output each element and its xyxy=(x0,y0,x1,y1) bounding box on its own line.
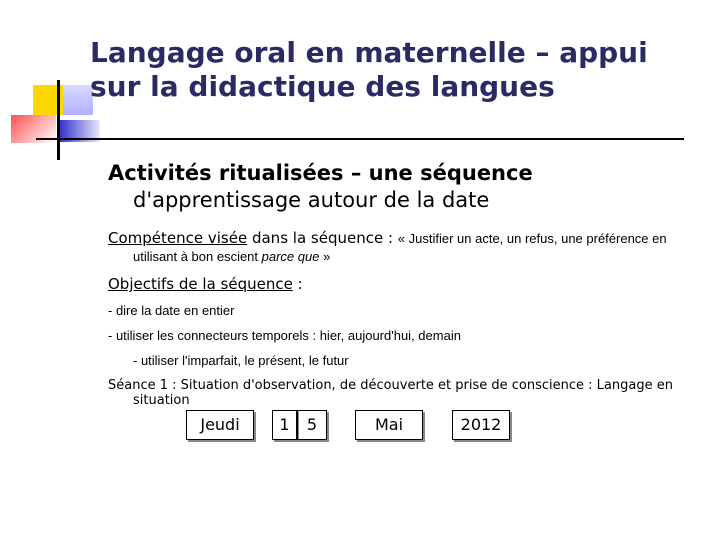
date-cell-month: Mai xyxy=(355,410,423,440)
decor-blue-square xyxy=(63,85,93,115)
objectifs-label: Objectifs de la séquence xyxy=(108,275,293,293)
competence-text-2-emphasis: parce que xyxy=(261,249,320,264)
seance-line-1: Séance 1 : Situation d'observation, de découverte et prise de conscience : Langage en xyxy=(108,378,673,393)
date-cell-day: Jeudi xyxy=(186,410,254,440)
competence-line-2 xyxy=(108,248,713,266)
decor-vertical-bar xyxy=(57,80,60,160)
objectifs-colon: : xyxy=(292,275,303,293)
competence-text-2b: » xyxy=(319,249,331,264)
competence-label: Compétence visée xyxy=(108,229,248,247)
date-cell-digit-1: 1 xyxy=(272,410,297,440)
heading-line-2: d'apprentissage autour de la date xyxy=(133,188,490,212)
date-cell-digit-2: 5 xyxy=(297,410,327,440)
competence-text-1: « Justifier un acte, un refus, une préférence en xyxy=(397,231,667,246)
competence-mid: dans la séquence : xyxy=(247,229,398,247)
date-cell-year: 2012 xyxy=(452,410,510,440)
slide-title: Langage oral en maternelle – appui sur la didactique des langues xyxy=(90,36,648,103)
title-divider xyxy=(44,138,684,140)
objectif-item-1: - dire la date en entier xyxy=(108,303,235,318)
seance-line-2: situation xyxy=(133,393,190,408)
objectif-item-3: - utiliser l'imparfait, le présent, le futur xyxy=(133,353,349,368)
objectif-item-2: - utiliser les connecteurs temporels : hier, aujourd'hui, demain xyxy=(108,328,461,343)
heading-line-1: Activités ritualisées – une séquence xyxy=(108,161,533,185)
competence-text-2a: utilisant à bon escient xyxy=(133,249,262,264)
competence-block xyxy=(108,229,713,266)
section-heading xyxy=(108,160,708,214)
seance-description xyxy=(108,378,713,408)
objectifs-heading xyxy=(108,275,303,293)
